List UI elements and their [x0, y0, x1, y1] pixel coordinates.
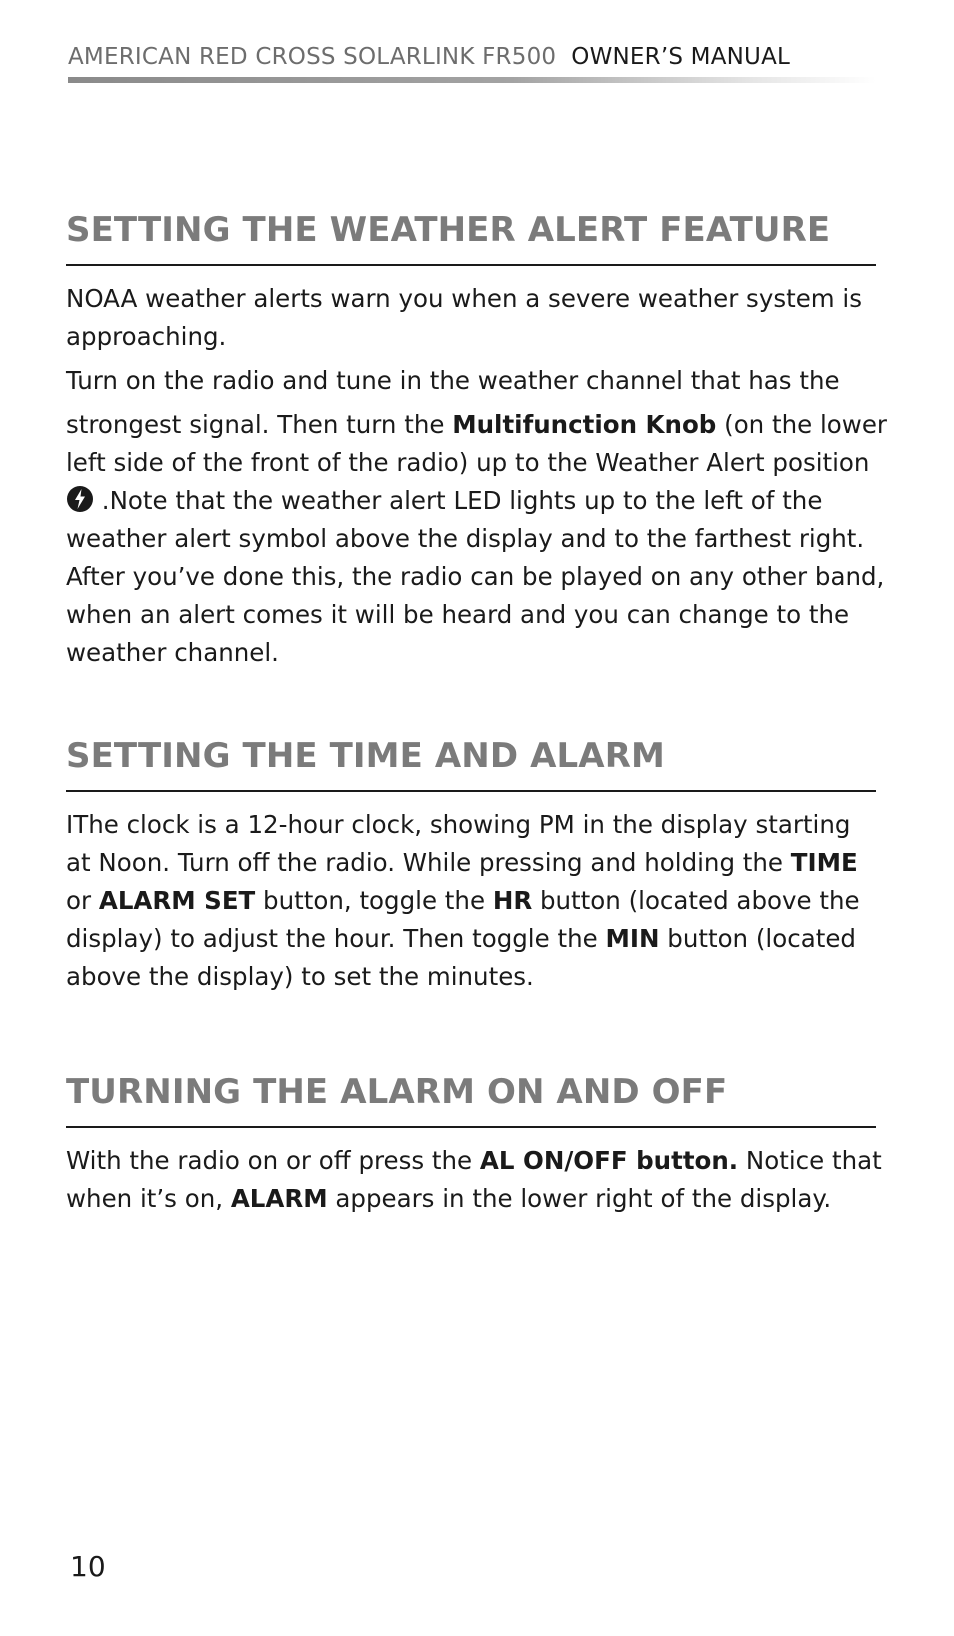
paragraph-line: approaching. — [66, 322, 227, 351]
section-weather-alert — [66, 210, 887, 672]
time-button-term: TIME — [790, 848, 858, 877]
paragraph-line: NOAA weather alerts warn you when a severe weather system is — [66, 284, 862, 313]
paragraph-line: above the display) to set the minutes. — [66, 962, 534, 991]
section-body — [66, 1142, 882, 1218]
paragraph-line — [66, 482, 876, 520]
header-title — [68, 44, 876, 70]
section-heading: SETTING THE TIME AND ALARM — [66, 736, 665, 776]
weather-alert-icon — [66, 485, 94, 513]
text-run: Notice that — [738, 1146, 882, 1175]
section-time-alarm — [66, 736, 876, 996]
paragraph-line — [66, 406, 887, 444]
paragraph-line — [66, 1142, 882, 1180]
paragraph-line: weather alert symbol above the display and to the farthest right. — [66, 524, 865, 553]
section-rule — [66, 1126, 876, 1128]
paragraph-line: when an alert comes it will be heard and you can change to the — [66, 600, 850, 629]
text-run: (on the lower — [716, 410, 887, 439]
text-run: at Noon. Turn off the radio. While pressing and holding the — [66, 848, 791, 877]
text-run: appears in the lower right of the display. — [327, 1184, 832, 1213]
paragraph-line — [66, 1180, 876, 1218]
section-alarm-on-off — [66, 1072, 882, 1218]
header-product: AMERICAN RED CROSS SOLARLINK FR500 — [68, 44, 557, 70]
header-doc-type: OWNER’S MANUAL — [571, 44, 791, 70]
section-rule — [66, 264, 876, 266]
text-run: when it’s on, — [66, 1184, 231, 1213]
paragraph-line: IThe clock is a 12-hour clock, showing PM in the display starting — [66, 810, 851, 839]
text-run: button (located — [659, 924, 856, 953]
section-heading: TURNING THE ALARM ON AND OFF — [66, 1072, 728, 1112]
paragraph-line: Turn on the radio and tune in the weather channel that has the — [66, 366, 840, 395]
section-rule — [66, 790, 876, 792]
paragraph-line: left side of the front of the radio) up to the Weather Alert position — [66, 448, 870, 477]
paragraph-line: After you’ve done this, the radio can be played on any other band, — [66, 562, 885, 591]
text-run: button, toggle the — [255, 886, 493, 915]
text-run: .Note that the weather alert LED lights up to the left of the — [94, 486, 823, 515]
text-run: strongest signal. Then turn the — [66, 410, 453, 439]
section-body — [66, 806, 876, 996]
running-header — [68, 44, 876, 84]
paragraph-line: weather channel. — [66, 638, 279, 667]
al-on-off-button-term: AL ON/OFF button. — [479, 1146, 739, 1175]
min-button-term: MIN — [605, 924, 660, 953]
hr-button-term: HR — [492, 886, 533, 915]
text-run: With the radio on or off press the — [66, 1146, 480, 1175]
multifunction-knob-term: Multifunction Knob — [452, 410, 717, 439]
paragraph-line — [66, 882, 876, 920]
text-run: button (located above the — [532, 886, 860, 915]
paragraph-line — [66, 844, 876, 882]
paragraph-line — [66, 920, 876, 958]
header-rule — [68, 77, 876, 83]
section-heading: SETTING THE WEATHER ALERT FEATURE — [66, 210, 831, 250]
page-number: 10 — [70, 1550, 106, 1583]
text-run: display) to adjust the hour. Then toggle the — [66, 924, 606, 953]
section-body — [66, 280, 887, 672]
text-run: or — [66, 886, 99, 915]
alarm-indicator-term: ALARM — [230, 1184, 328, 1213]
alarm-set-button-term: ALARM SET — [98, 886, 256, 915]
